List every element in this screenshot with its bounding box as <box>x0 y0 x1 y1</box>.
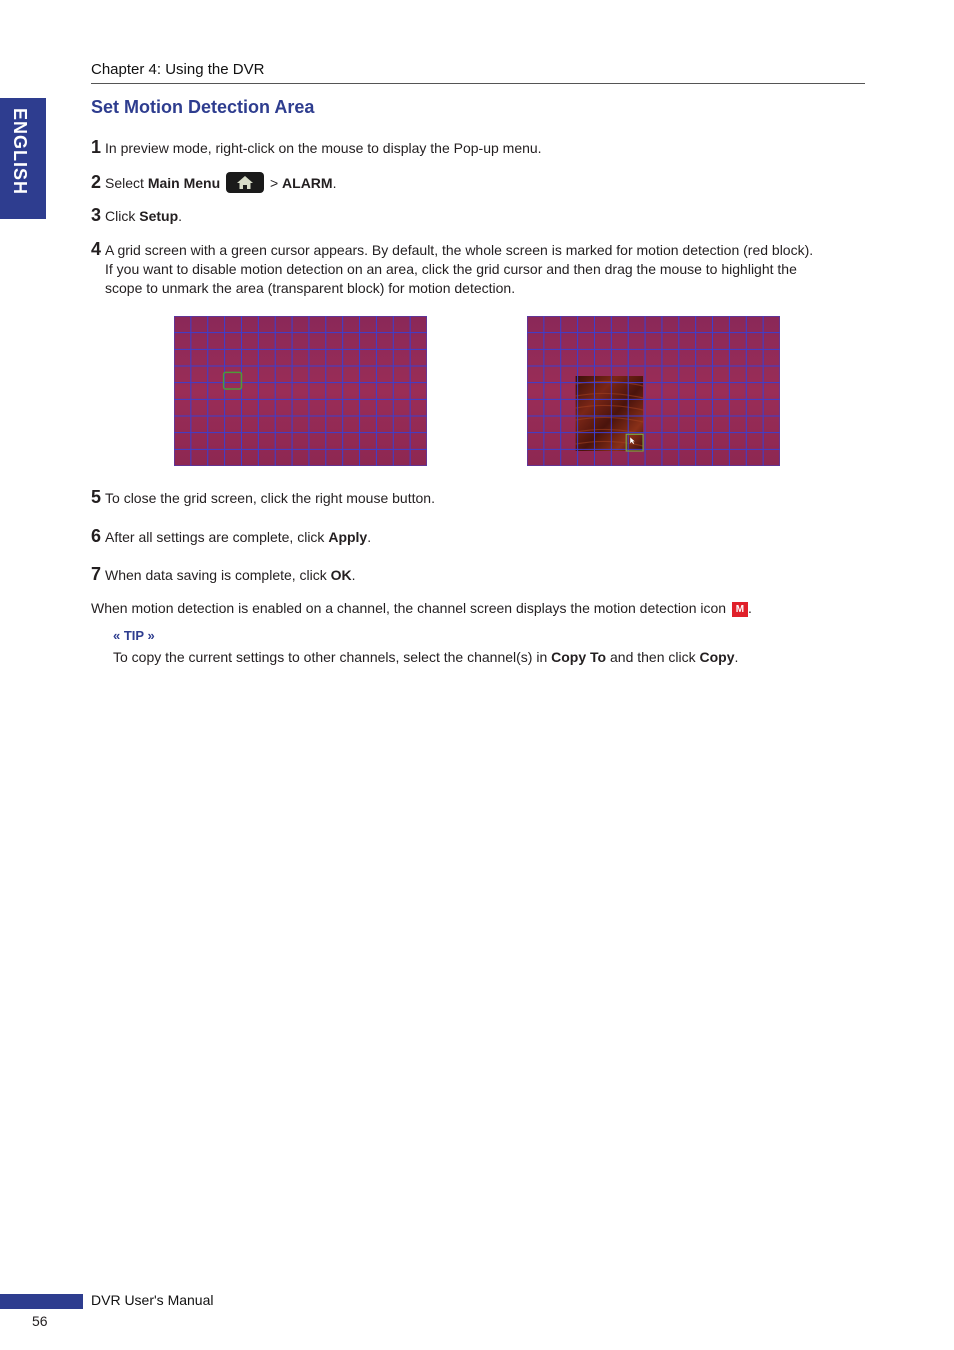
home-icon <box>226 172 264 193</box>
step-number: 6 <box>91 526 102 546</box>
header-divider <box>91 83 865 84</box>
step-1 <box>91 138 542 158</box>
step-text: Select <box>105 175 148 191</box>
step-6: 6 After all settings are complete, click Apply. <box>91 526 372 546</box>
tip-text: To copy the current settings to other channels, select the channel(s) in Copy To and then click Copy. <box>113 649 739 665</box>
step-7: 7 When data saving is complete, click OK. <box>91 564 356 584</box>
step-5: 5 To close the grid screen, click the right mouse button. <box>91 487 435 507</box>
motion-grid-unmarked-image <box>527 316 780 466</box>
step-number: 1 <box>91 137 102 157</box>
grid-cursor[interactable] <box>224 372 242 389</box>
motion-grid-default-image <box>174 316 427 466</box>
step-text: > <box>266 175 283 191</box>
step-number: 7 <box>91 564 102 584</box>
copy-to-label: Copy To <box>551 649 607 665</box>
motion-detection-icon: M <box>732 602 748 617</box>
step-number: 5 <box>91 487 102 507</box>
copy-label: Copy <box>699 649 735 665</box>
language-label: ENGLISH <box>10 108 30 196</box>
ok-label: OK <box>330 567 352 583</box>
section-title: Set Motion Detection Area <box>91 97 315 117</box>
alarm-label: ALARM <box>282 175 333 191</box>
footer-bar <box>0 1294 83 1309</box>
step-4: 4 A grid screen with a green cursor appears. By default, the whole screen is marked for motion detection (red block). If you want to disable motion detection on an area, click the grid cursor and then drag the mouse to highlight the scope to unmark the area (transparent block) for motion detection. <box>91 239 814 296</box>
step-2: 2 Select Main Menu > ALARM. <box>91 172 337 192</box>
footer-manual-title: DVR User's Manual <box>91 1292 214 1308</box>
step-text: In preview mode, right-click on the mouse to display the Pop-up menu. <box>105 140 542 156</box>
setup-label: Setup <box>139 208 179 224</box>
chapter-heading: Chapter 4: Using the DVR <box>91 61 265 78</box>
step-3: 3 Click Setup. <box>91 205 183 225</box>
unmarked-area <box>576 376 643 451</box>
tip-label: « TIP » <box>113 628 155 643</box>
page-number: 56 <box>32 1313 48 1329</box>
step-number: 4 <box>91 239 102 259</box>
apply-label: Apply <box>328 529 368 545</box>
step-number: 2 <box>91 172 102 192</box>
language-tab <box>0 98 46 219</box>
main-menu-label: Main Menu <box>147 175 221 191</box>
step-number: 3 <box>91 205 102 225</box>
motion-note: When motion detection is enabled on a channel, the channel screen displays the motion detection icon M . <box>91 600 752 616</box>
